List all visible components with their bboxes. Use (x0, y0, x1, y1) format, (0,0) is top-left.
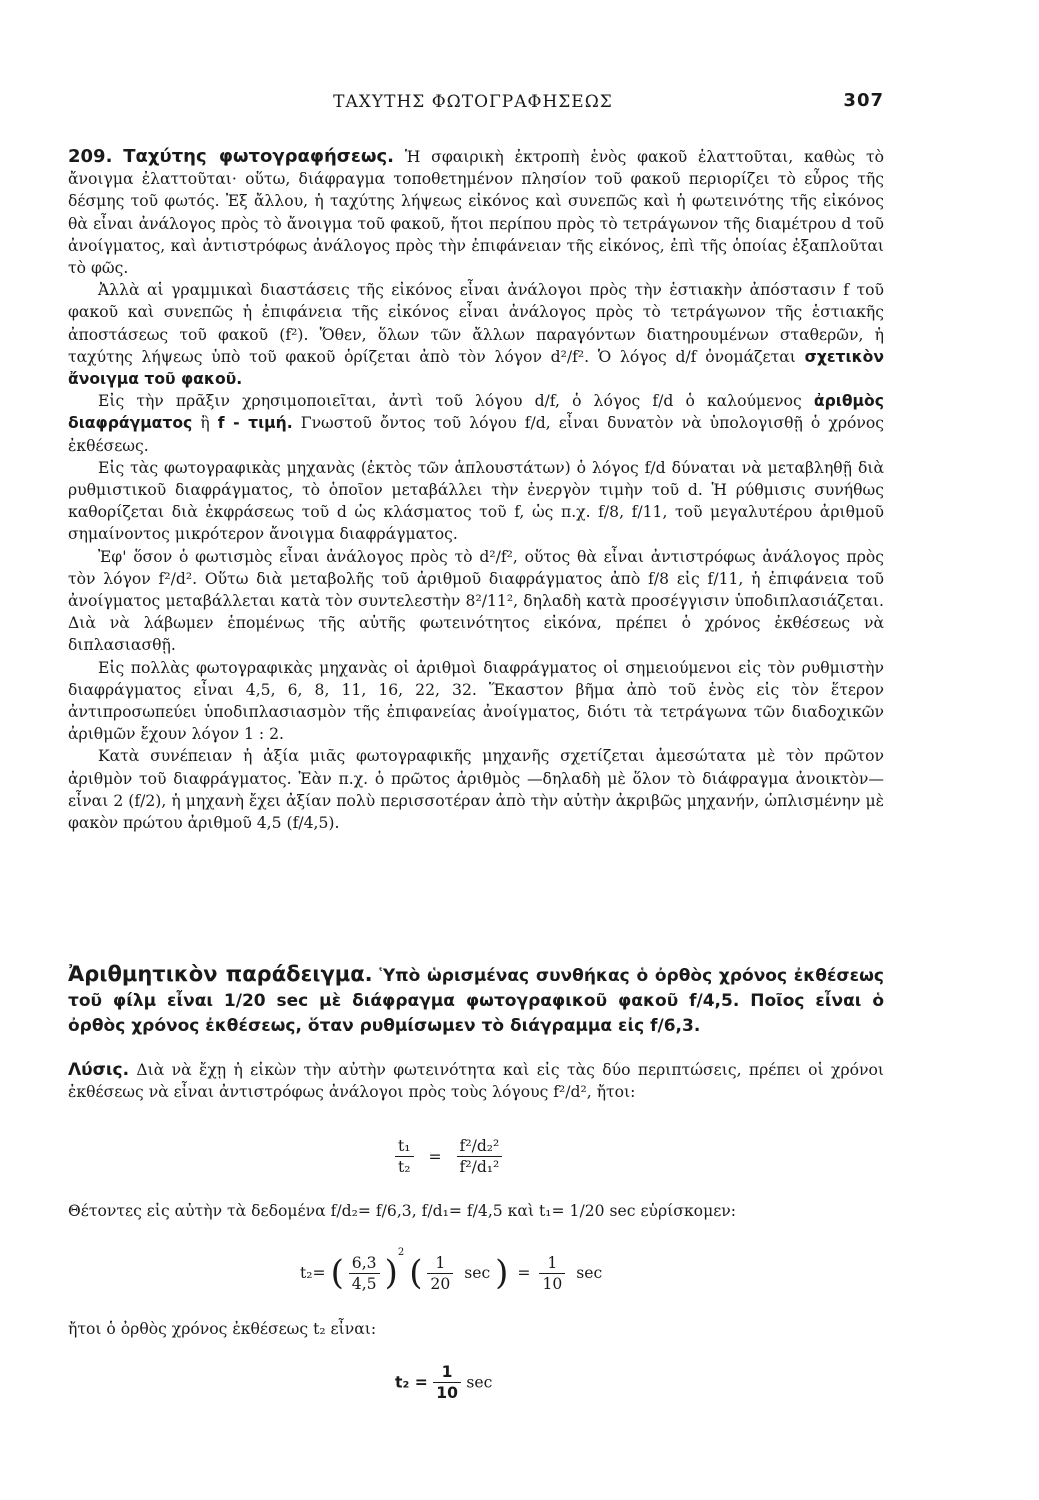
paren-open-2: ( (409, 1253, 423, 1293)
eq3-fraction (433, 1362, 461, 1403)
paragraph-1 (68, 146, 884, 279)
eq2-ratio-denominator: 4,5 (351, 1274, 377, 1293)
numerical-example (68, 962, 884, 1039)
paragraph-3-text-a: Εἰς τὴν πρᾶξιν χρησιμοποιεῖται, ἀντὶ τοῦ λόγου d/f, ὁ λόγος f/d ὁ καλούμενος (98, 392, 802, 411)
equation-1 (395, 1136, 502, 1177)
eq2-equals: = (517, 1264, 531, 1282)
paren-close-2: ) (495, 1253, 509, 1293)
page-number: 307 (843, 90, 884, 111)
eq2-result-fraction (539, 1253, 565, 1294)
section-heading: Ταχύτης φωτογραφήσεως. (123, 146, 394, 167)
example-text: Ὑπὸ ὡρισμένας συνθήκας ὁ ὀρθὸς χρόνος ἐκθέσεως τοῦ φίλμ εἶναι 1/20 sec μὲ διάφραγμα φωτογραφικοῦ φακοῦ f/4,5. Ποῖος εἶναι ὁ ὀρθὸς χρόνος ἐκθέσεως, ὅταν ρυθμίσωμεν τὸ διάγραμμα εἰς f/6,3. (68, 966, 884, 1036)
eq2-unit: sec (464, 1264, 491, 1282)
equation-3 (395, 1362, 492, 1403)
eq2-exponent: 2 (397, 1247, 405, 1258)
solution-paragraph (68, 1059, 884, 1103)
eq1-right-numerator: f²/d₂² (457, 1136, 503, 1157)
eq1-right-fraction (457, 1136, 503, 1177)
eq2-time-denominator: 20 (430, 1274, 451, 1293)
paragraph-4: Εἰς τὰς φωτογραφικὰς μηχανὰς (ἐκτὸς τῶν ἁπλουστάτων) ὁ λόγος f/d δύναται νὰ μεταβληθῇ διὰ ρυθμιστικοῦ διαφράγματος, τὸ ὁποῖον μεταβάλλει τὴν ἐνεργὸν τιμὴν τοῦ d. Ἡ ρύθμισις συνήθως καθορίζεται διὰ ἐκφράσεως τοῦ d ὡς κλάσματος τοῦ f, ὡς π.χ. f/8, f/11, τοῦ μεγαλυτέρου ἀριθμοῦ σημαίνοντος μικρότερον ἄνοιγμα διαφράγματος. (68, 458, 884, 544)
equation-2 (300, 1247, 602, 1294)
term-relative-aperture: σχετικὸν ἄνοιγμα τοῦ φακοῦ. (68, 347, 884, 389)
paragraph-3 (68, 390, 884, 457)
eq3-denominator: 10 (436, 1384, 458, 1402)
eq2-time-numerator: 1 (427, 1253, 453, 1274)
eq3-lhs: t₂ = (395, 1373, 428, 1392)
substitution-line: Θέτοντες εἰς αὐτὴν τὰ δεδομένα f/d₂= f/6,3, f/d₁= f/4,5 καὶ t₁= 1/20 sec εὑρίσκομεν: (68, 1202, 737, 1220)
paragraph-2-text: Ἀλλὰ αἱ γραμμικαὶ διαστάσεις τῆς εἰκόνος εἶναι ἀνάλογοι πρὸς τὴν ἑστιακὴν ἀπόστασιν f τοῦ φακοῦ καὶ συνεπῶς ἡ ἐπιφάνεια τῆς εἰκόνος εἶναι ἀνάλογος πρὸς τὸ τετράγωνον τῆς ἑστιακῆς ἀποστάσεως τοῦ φακοῦ (f²). Ὅθεν, ὅλων τῶν ἄλλων παραγόντων διατηρουμένων σταθερῶν, ἡ ταχύτης λήψεως ὑπὸ τοῦ φακοῦ ὁρίζεται ἀπὸ τὸν λόγον d²/f². Ὁ λόγος d/f ὀνομάζεται (68, 281, 884, 366)
solution-label: Λύσις. (68, 1060, 130, 1080)
paragraph-5: Ἐφ' ὅσον ὁ φωτισμὸς εἶναι ἀνάλογος πρὸς τὸ d²/f², οὕτος θὰ εἶναι ἀντιστρόφως ἀνάλογος πρὸς τὸν λόγον f²/d². Οὕτω διὰ μεταβολῆς τοῦ ἀριθμοῦ διαφράγματος ἀπὸ f/8 εἰς f/11, ἡ ἐπιφάνεια τοῦ ἀνοίγματος μεταβάλλεται κατὰ τὸν συντελεστὴν 8²/11², δηλαδὴ κατὰ προσέγγισιν ὑποδιπλασιάζεται. Διὰ νὰ λάβωμεν ἑπομένως τῆς αὐτῆς φωτεινότητος εἰκόνα, πρέπει ὁ χρόνος ἐκθέσεως νὰ διπλασιασθῇ. (68, 547, 884, 655)
eq3-numerator: 1 (433, 1362, 461, 1383)
eq2-result-denominator: 10 (542, 1274, 563, 1293)
paragraph-2 (68, 279, 884, 390)
section-body (68, 146, 884, 834)
eq2-result-unit: sec (576, 1264, 603, 1282)
paren-close-1: ) (384, 1253, 398, 1293)
eq1-left-numerator: t₁ (395, 1136, 414, 1157)
eq1-left-fraction (395, 1136, 414, 1177)
eq2-lhs: t₂= (300, 1264, 326, 1282)
eq2-result-numerator: 1 (539, 1253, 565, 1274)
paren-open-1: ( (330, 1253, 344, 1293)
eq1-equals: = (428, 1147, 442, 1166)
paragraph-1-text: Ἡ σφαιρικὴ ἐκτροπὴ ἑνὸς φακοῦ ἐλαττοῦται, καθὼς τὸ ἄνοιγμα ἐλαττοῦται· οὕτω, διάφραγμα τοποθετημένον πλησίον τοῦ φακοῦ περιορίζει τὸ εὖρος τῆς δέσμης τοῦ φωτός. Ἐξ ἄλλου, ἡ ταχύτης λήψεως εἰκόνος καὶ συνεπῶς καὶ ἡ φωτεινότης τῆς εἰκόνος θὰ εἶναι ἀνάλογος πρὸς τὸ ἄνοιγμα τοῦ φακοῦ, ἤτοι περίπου πρὸς τὸ τετράγωνον τῆς διαμέτρου d τοῦ ἀνοίγματος, καὶ ἀντιστρόφως ἀνάλογος πρὸς τὴν ἐπιφάνειαν τῆς εἰκόνος, ἐπὶ τῆς ὁποίας ἐξαπλοῦται τὸ φῶς. (68, 148, 884, 278)
solution-text: Διὰ νὰ ἔχῃ ἡ εἰκὼν τὴν αὐτὴν φωτεινότητα καὶ εἰς τὰς δύο περιπτώσεις, πρέπει οἱ χρόνοι ἐκθέσεως νὰ εἶναι ἀντιστρόφως ἀνάλογοι πρὸς τοὺς λόγους f²/d², ἤτοι: (68, 1061, 884, 1101)
running-header (62, 88, 884, 118)
header-title: ΤΑΧΥΤΗΣ ΦΩΤΟΓΡΑΦΗΣΕΩΣ (333, 92, 613, 112)
paragraph-7: Κατὰ συνέπειαν ἡ ἀξία μιᾶς φωτογραφικῆς μηχανῆς σχετίζεται ἀμεσώτατα μὲ τὸν πρῶτον ἀριθμὸν τοῦ διαφράγματος. Ἐὰν π.χ. ὁ πρῶτος ἀριθμὸς —δηλαδὴ μὲ ὅλον τὸ διάφραγμα ἀνοικτὸν— εἶναι 2 (f/2), ἡ μηχανὴ ἔχει ἀξίαν πολὺ περισσοτέραν ἀπὸ τὴν αὐτὴν ἀκριβῶς μηχανήν, ὡπλισμένην μὲ φακὸν πρώτου ἀριθμοῦ 4,5 (f/4,5). (68, 747, 884, 833)
eq1-right-denominator: f²/d₁² (459, 1158, 500, 1176)
term-f-value: f - τιμή. (217, 414, 293, 433)
eq2-time-fraction (427, 1253, 453, 1294)
term-aperture-number: ἀριθμὸς διαφράγματος (68, 392, 884, 433)
eq2-ratio-numerator: 6,3 (349, 1253, 380, 1274)
example-heading: Ἀριθμητικὸν παράδειγμα. (68, 962, 373, 986)
eq2-ratio-fraction (349, 1253, 380, 1294)
paragraph-6: Εἰς πολλὰς φωτογραφικὰς μηχανὰς οἱ ἀριθμοὶ διαφράγματος οἱ σημειούμενοι εἰς τὸν ρυθμιστὴν διαφράγματος εἶναι 4,5, 6, 8, 11, 16, 22, 32. Ἕκαστον βῆμα ἀπὸ τοῦ ἑνὸς εἰς τὸν ἕτερον ἀντιπροσωπεύει ὑποδιπλασιασμὸν τῆς ἐπιφανείας ἀνοίγματος, διότι τὰ τετράγωνα τῶν διαδοχικῶν ἀριθμῶν ἔχουν λόγον 1 : 2. (68, 658, 884, 744)
eq1-left-denominator: t₂ (398, 1158, 411, 1176)
conclusion-line: ἤτοι ὁ ὀρθὸς χρόνος ἐκθέσεως t₂ εἶναι: (68, 1320, 377, 1338)
section-number: 209. (68, 146, 113, 167)
paragraph-3-text-c: Γνωστοῦ ὄντος τοῦ λόγου f/d, εἶναι δυνατὸν νὰ ὑπολογισθῇ ὁ χρόνος ἐκθέσεως. (68, 414, 884, 455)
eq3-unit: sec (466, 1373, 493, 1392)
paragraph-3-text-b: ἢ (200, 414, 210, 433)
